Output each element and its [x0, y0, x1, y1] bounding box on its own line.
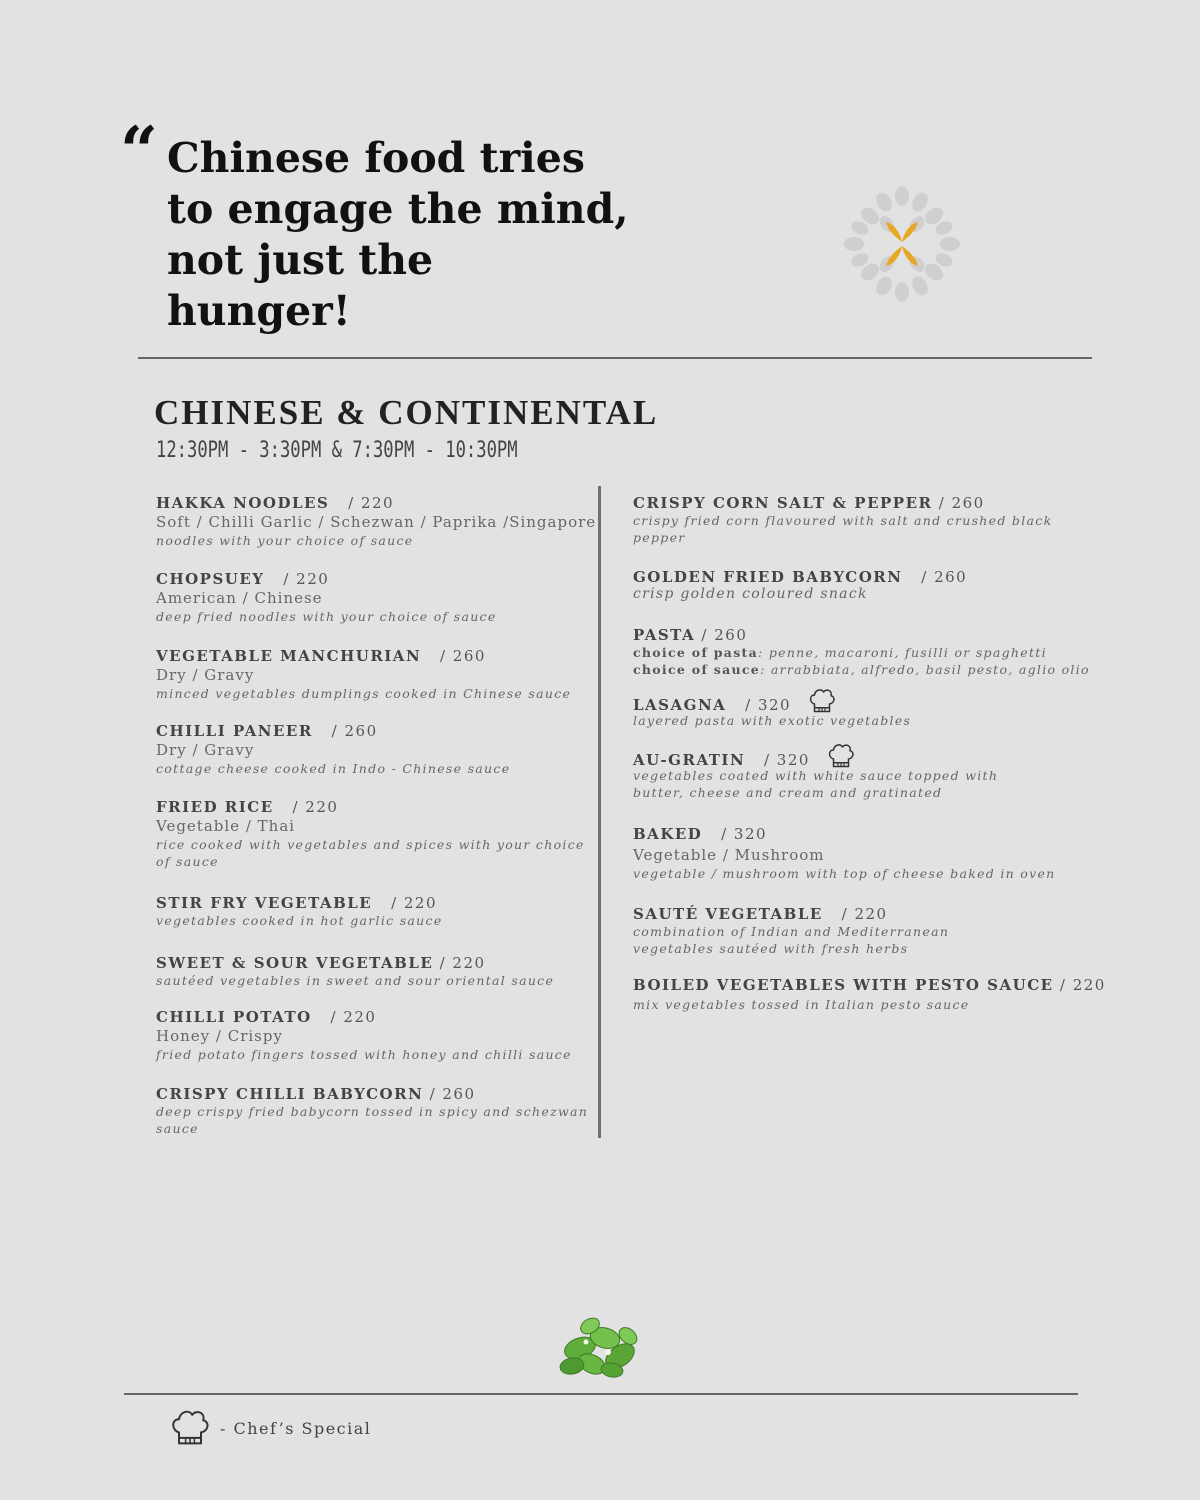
menu-item	[156, 954, 596, 989]
item-name: CHILLI POTATO	[156, 1008, 312, 1026]
pasta-choice-options: : penne, macaroni, fusilli or spaghetti	[758, 645, 1047, 660]
item-description: noodles with your choice of sauce	[156, 533, 414, 548]
item-variants: Dry / Gravy	[156, 666, 255, 684]
item-price: / 220	[330, 1008, 377, 1026]
item-description: deep fried noodles with your choice of sauce	[156, 609, 497, 624]
service-hours: 12:30PM - 3:30PM & 7:30PM - 10:30PM	[156, 438, 518, 463]
item-name: VEGETABLE MANCHURIAN	[156, 647, 422, 665]
item-price: / 220	[292, 798, 339, 816]
chef-hat-icon	[168, 1406, 212, 1450]
menu-item	[156, 647, 596, 702]
item-description: rice cooked with vegetables and spices with your choice of sauce	[156, 837, 585, 869]
item-name: SAUTÉ VEGETABLE	[633, 905, 823, 923]
item-price: / 260	[429, 1085, 476, 1103]
item-description: minced vegetables dumplings cooked in Chinese sauce	[156, 686, 572, 701]
item-name: FRIED RICE	[156, 798, 274, 816]
item-name: BAKED	[633, 825, 703, 843]
item-name: CHILLI PANEER	[156, 722, 313, 740]
section-title: CHINESE & CONTINENTAL	[154, 393, 659, 432]
item-name: CRISPY CHILLI BABYCORN	[156, 1085, 424, 1103]
menu-item	[633, 976, 1106, 1013]
menu-item	[156, 1008, 596, 1063]
menu-item	[156, 494, 596, 549]
item-name: STIR FRY VEGETABLE	[156, 894, 373, 912]
item-description: vegetable / mushroom with top of cheese baked in oven	[633, 866, 1056, 881]
item-price: / 220	[841, 905, 888, 923]
menu-item	[633, 568, 1103, 603]
item-description: layered pasta with exotic vegetables	[633, 713, 912, 728]
sauce-choice-label: choice of sauce	[633, 662, 761, 677]
item-price: / 260	[701, 626, 748, 644]
item-name: CHOPSUEY	[156, 570, 265, 588]
flower-logo-icon	[842, 184, 962, 304]
item-price: / 220	[283, 570, 330, 588]
menu-item	[633, 905, 1103, 957]
menu-item	[156, 798, 596, 870]
item-price: / 220	[1059, 976, 1106, 994]
quote-heading	[167, 133, 629, 337]
quote-line: to engage the mind,	[167, 185, 629, 233]
item-price: / 260	[938, 494, 985, 512]
item-description: crispy fried corn flavoured with salt and crushed black pepper	[633, 513, 1053, 545]
pasta-choice-line	[633, 644, 1073, 661]
item-description: vegetables cooked in hot garlic sauce	[156, 913, 443, 928]
item-variants: Vegetable / Mushroom	[633, 846, 825, 864]
menu-item	[156, 1085, 596, 1137]
item-description: deep crispy fried babycorn tossed in spicy and schezwan sauce	[156, 1104, 589, 1136]
quote-mark: “	[120, 112, 158, 190]
item-description: combination of Indian and Mediterranean vegetables sautéed with fresh herbs	[633, 924, 950, 956]
item-variants: Vegetable / Thai	[156, 817, 296, 835]
column-divider	[598, 486, 601, 1138]
chef-special-legend	[168, 1406, 371, 1450]
menu-item	[156, 722, 596, 777]
menu-item	[156, 570, 596, 625]
menu-item	[633, 741, 1103, 801]
item-price: / 320	[745, 696, 792, 714]
item-name: GOLDEN FRIED BABYCORN	[633, 568, 903, 586]
item-description: vegetables coated with white sauce topped with butter, cheese and cream and gratinated	[633, 768, 999, 800]
sauce-choice-line	[633, 661, 1090, 678]
quote-line: hunger!	[167, 287, 351, 335]
item-price: / 260	[921, 568, 968, 586]
item-description: crisp golden coloured snack	[633, 586, 868, 602]
item-price: / 320	[763, 751, 810, 769]
item-price: / 220	[439, 954, 486, 972]
item-description: fried potato fingers tossed with honey and chilli sauce	[156, 1047, 572, 1062]
item-price: / 220	[348, 494, 395, 512]
menu-item	[633, 626, 1090, 678]
item-name: PASTA	[633, 626, 696, 644]
item-variants: Honey / Crispy	[156, 1027, 283, 1045]
legend-label: - Chef’s Special	[220, 1418, 372, 1438]
pasta-choice-label: choice of pasta	[633, 645, 759, 660]
item-price: / 260	[331, 722, 378, 740]
quote-line: not just the	[167, 236, 434, 284]
item-variants: Soft / Chilli Garlic / Schezwan / Paprika /Singapore	[156, 513, 597, 531]
top-divider	[138, 357, 1092, 359]
herb-garnish-icon	[550, 1308, 650, 1388]
menu-item	[633, 686, 1103, 729]
menu-item	[633, 825, 1103, 882]
item-name: CRISPY CORN SALT & PEPPER	[633, 494, 933, 512]
quote-line: Chinese food tries	[167, 134, 585, 182]
item-price: / 260	[439, 647, 486, 665]
item-description: mix vegetables tossed in Italian pesto sauce	[633, 997, 970, 1012]
item-price: / 320	[721, 825, 768, 843]
item-variants: Dry / Gravy	[156, 741, 255, 759]
item-variants: American / Chinese	[156, 589, 323, 607]
menu-item	[633, 494, 1103, 546]
item-description: cottage cheese cooked in Indo - Chinese sauce	[156, 761, 511, 776]
item-price: / 220	[391, 894, 438, 912]
item-description: sautéed vegetables in sweet and sour oriental sauce	[156, 973, 555, 988]
sauce-choice-options: : arrabbiata, alfredo, basil pesto, aglio olio	[760, 662, 1090, 677]
menu-item	[156, 894, 596, 929]
item-name: BOILED VEGETABLES WITH PESTO SAUCE	[633, 976, 1054, 994]
item-name: AU-GRATIN	[633, 751, 746, 769]
item-name: LASAGNA	[633, 696, 727, 714]
item-name: SWEET & SOUR VEGETABLE	[156, 954, 434, 972]
item-name: HAKKA NOODLES	[156, 494, 330, 512]
bottom-divider	[124, 1393, 1078, 1395]
